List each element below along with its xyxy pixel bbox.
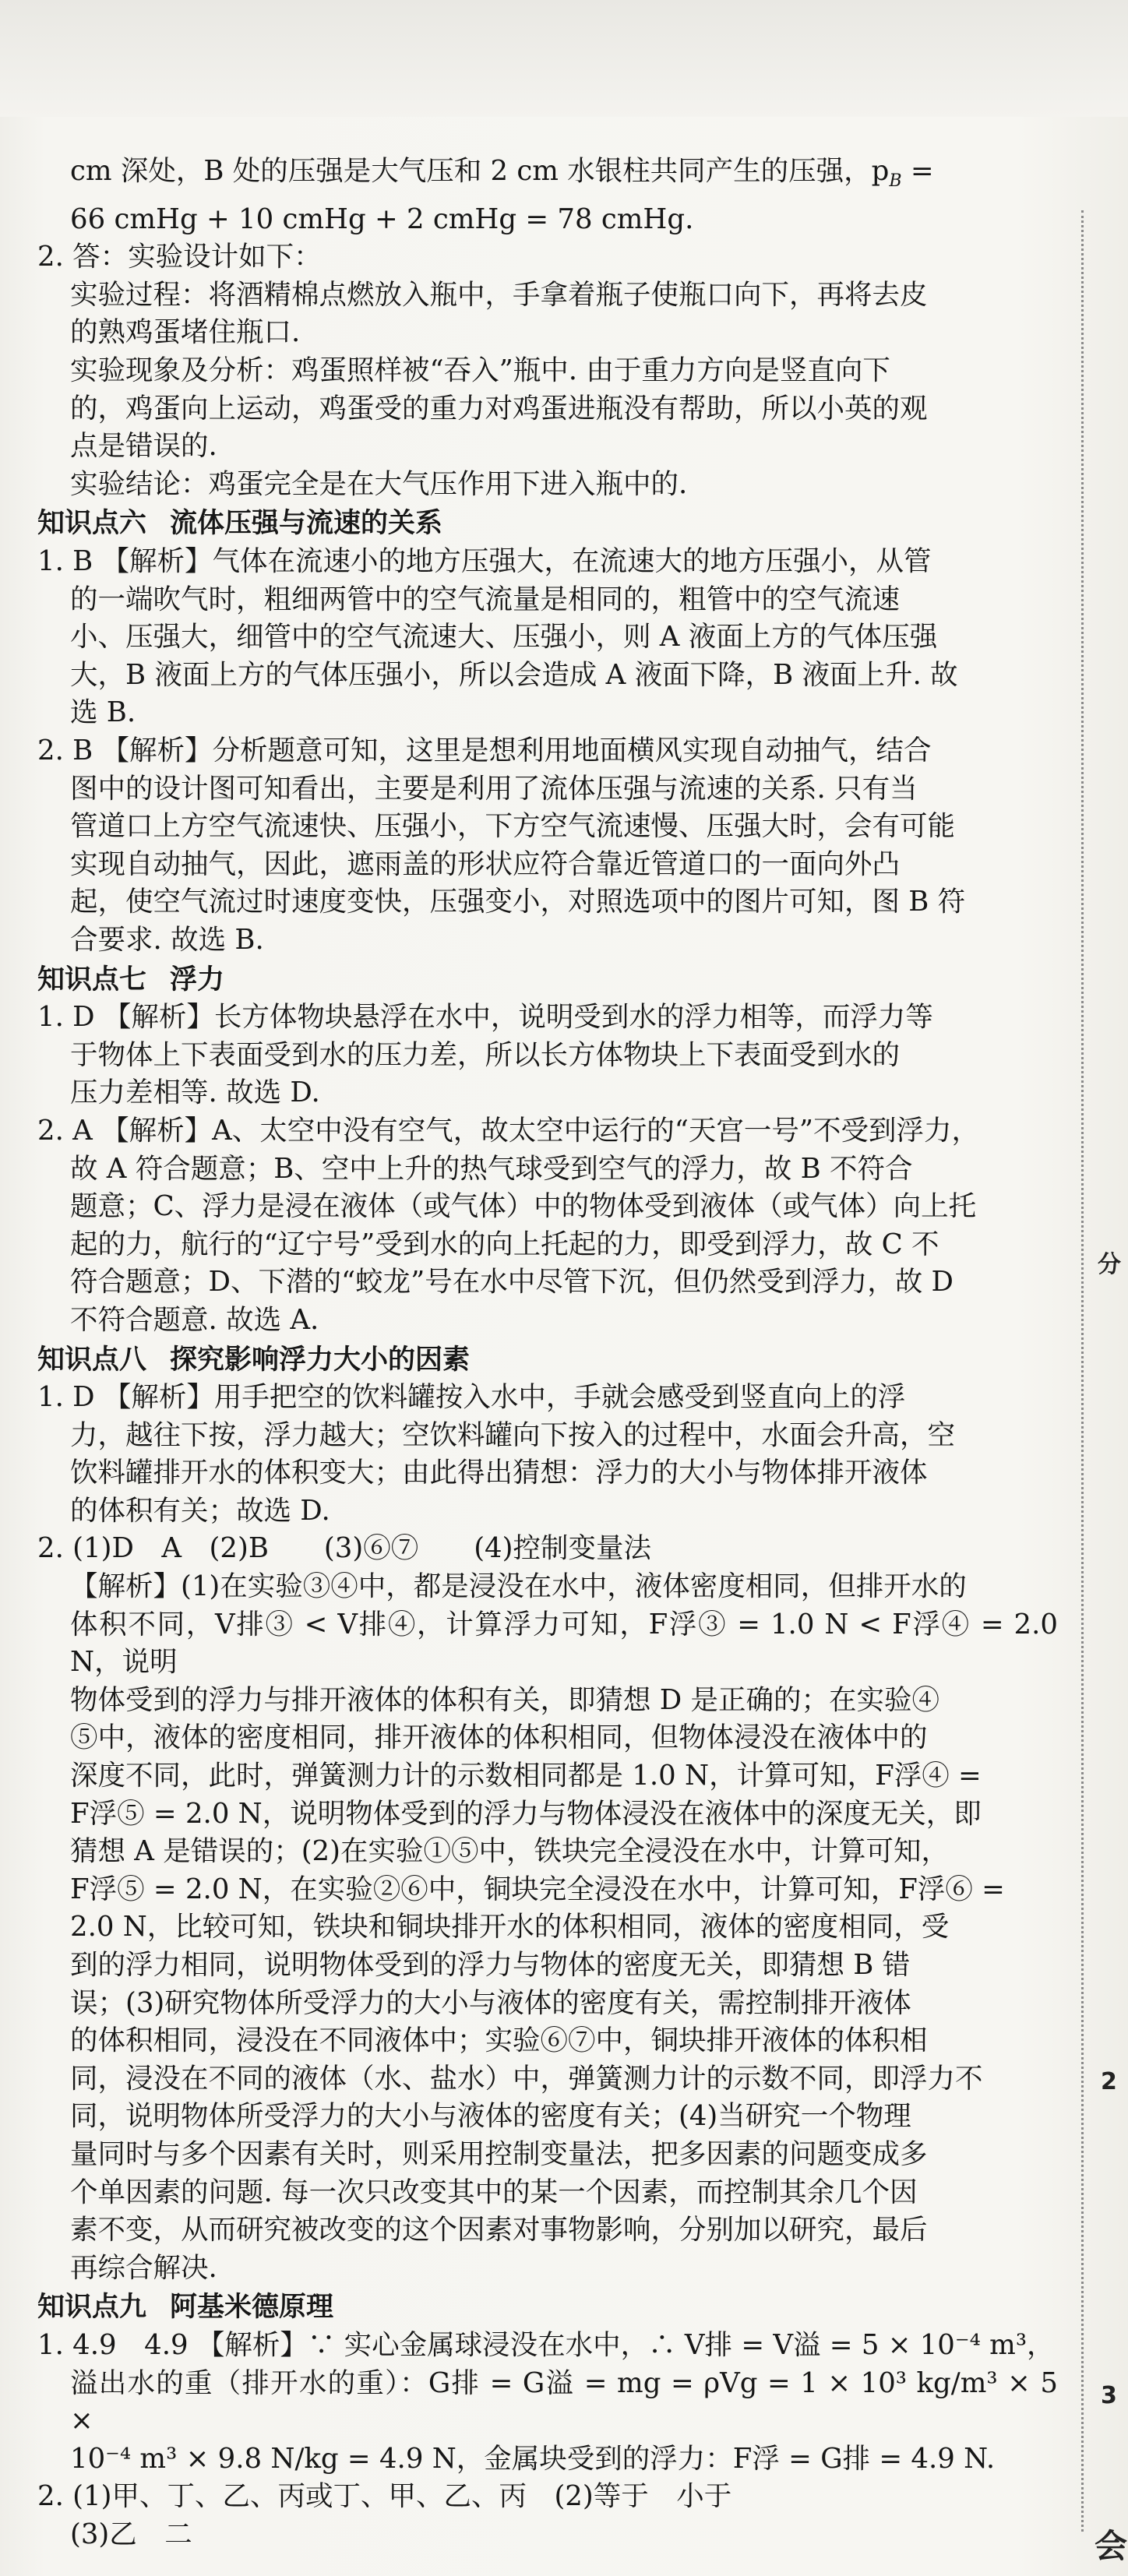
s7-q1 <box>37 999 1058 1112</box>
text-line: 的体积相同，浸没在不同液体中；实验⑥⑦中，铜块排开液体的体积相 <box>70 2025 928 2057</box>
s9-q2 <box>37 2478 1058 2553</box>
section-number: 知识点七 <box>37 964 147 996</box>
text-line: 图中的设计图可知看出，主要是利用了流体压强与流速的关系. 只有当 <box>70 772 918 805</box>
text-line: 到的浮力相同，说明物体受到的浮力与物体的密度无关，即猜想 B 错 <box>70 1949 911 1981</box>
subscript: B <box>889 171 902 192</box>
s6-q1 <box>37 543 1058 732</box>
section-heading-6 <box>37 505 1058 543</box>
edge-glyph: 2 <box>1101 2068 1117 2095</box>
edge-glyph: 会 <box>1095 2527 1128 2565</box>
text-line: 同，浸没在不同的液体（水、盐水）中，弹簧测力计的示数不同，即浮力不 <box>70 2062 983 2095</box>
text-line: 【解析】(1)在实验③④中，都是浸没在水中，液体密度相同，但排开水的 <box>70 1570 967 1603</box>
page-top-shade <box>0 0 1128 117</box>
text-line: 大，B 液面上方的气体压强小，所以会造成 A 液面下降，B 液面上升. 故 <box>70 658 958 691</box>
text-line: 合要求. 故选 B. <box>70 923 264 956</box>
text-line: cm 深处，B 处的压强是大气压和 2 cm 水银柱共同产生的压强，p <box>70 155 890 187</box>
text-line: 1. B 【解析】气体在流速小的地方压强大，在流速大的地方压强小，从管 <box>37 545 932 578</box>
s7-q2 <box>37 1112 1058 1340</box>
section-number: 知识点八 <box>37 1344 147 1376</box>
section-title: 探究影响浮力大小的因素 <box>170 1344 471 1376</box>
text-line: 2.0 N，比较可知，铁块和铜块排开水的体积相同，液体的密度相同，受 <box>70 1911 950 1943</box>
text-line: 的一端吹气时，粗细两管中的空气流量是相同的，粗管中的空气流速 <box>70 583 901 615</box>
text-line: = <box>901 155 934 187</box>
text-line: 1. D 【解析】用手把空的饮料罐按入水中，手就会感受到竖直向上的浮 <box>37 1381 906 1414</box>
section-heading-7 <box>37 961 1058 999</box>
text-line: 题意；C、浮力是浸在液体（或气体）中的物体受到液体（或气体）向上托 <box>70 1190 977 1223</box>
text-line: 管道口上方空气流速快、压强小，下方空气流速慢、压强大时，会有可能 <box>70 810 956 843</box>
text-line: 符合题意；D、下潜的“蛟龙”号在水中尽管下沉，但仍然受到浮力，故 D <box>70 1266 954 1299</box>
text-line: 力，越往下按，浮力越大；空饮料罐向下按入的过程中，水面会升高，空 <box>70 1418 956 1451</box>
section-title: 流体压强与流速的关系 <box>170 508 443 540</box>
text-line: 物体受到的浮力与排开液体的体积有关，即猜想 D 是正确的；在实验④ <box>70 1683 940 1716</box>
text-line: 的熟鸡蛋堵住瓶口. <box>70 316 301 349</box>
text-line: 误；(3)研究物体所受浮力的大小与液体的密度有关，需控制排开液体 <box>70 1986 911 2019</box>
s9-q1 <box>37 2327 1058 2478</box>
text-line: 素不变，从而研究被改变的这个因素对事物影响，分别加以研究，最后 <box>70 2214 928 2247</box>
text-line: 同，说明物体所受浮力的大小与液体的密度有关；(4)当研究一个物理 <box>70 2100 911 2133</box>
question-head: 2. 答：实验设计如下： <box>37 241 322 273</box>
text-line: 实验现象及分析：鸡蛋照样被“吞入”瓶中. 由于重力方向是竖直向下 <box>70 354 890 387</box>
section-heading-9 <box>37 2289 1058 2327</box>
text-line: 小、压强大，细管中的空气流速大、压强小，则 A 液面上方的气体压强 <box>70 621 938 654</box>
text-line: 于物体上下表面受到水的压力差，所以长方体物块上下表面受到水的 <box>70 1038 901 1071</box>
text-line: 选 B. <box>70 696 136 729</box>
text-line: ⑤中，液体的密度相同，排开液体的体积相同，但物体浸没在液体中的 <box>70 1721 928 1754</box>
line-continued <box>37 153 1058 201</box>
text-line: 的体积有关；故选 D. <box>70 1494 330 1527</box>
text-line: 个单因素的问题. 每一次只改变其中的某一个因素，而控制其余几个因 <box>70 2176 918 2208</box>
text-line: 深度不同，此时，弹簧测力计的示数相同都是 1.0 N，计算可知，F浮④ = <box>70 1760 982 1792</box>
text-line: 实验过程：将酒精棉点燃放入瓶中，手拿着瓶子使瓶口向下，再将去皮 <box>70 278 928 311</box>
text-line: 2. B 【解析】分析题意可知，这里是想利用地面横风实现自动抽气，结合 <box>37 735 932 766</box>
section-title: 阿基米德原理 <box>170 2292 334 2324</box>
text-line: 再综合解决. <box>70 2251 217 2284</box>
text-line: 量同时与多个因素有关时，则采用控制变量法，把多因素的问题变成多 <box>70 2137 928 2170</box>
text-line: 实验结论：鸡蛋完全是在大气压作用下进入瓶中的. <box>70 467 688 500</box>
text-line: 2. A 【解析】A、太空中没有空气，故太空中运行的“天宫一号”不受到浮力， <box>37 1114 980 1147</box>
edge-glyph: 分 <box>1098 1251 1121 1278</box>
text-line: 饮料罐排开水的体积变大；由此得出猜想：浮力的大小与物体排开液体 <box>70 1457 928 1489</box>
adjacent-page-edge <box>1088 0 1128 2576</box>
text-line: 故 A 符合题意；B、空中上升的热气球受到空气的浮力，故 B 不符合 <box>70 1152 913 1185</box>
answer-line: 2. (1)D A (2)B (3)⑥⑦ (4)控制变量法 <box>37 1532 651 1565</box>
text-line: 起的力，航行的“辽宁号”受到水的向上托起的力，即受到浮力，故 C 不 <box>70 1228 939 1260</box>
text-line: 1. 4.9 4.9 【解析】∵ 实心金属球浸没在水中，∴ V排 = V溢 = 5 × 10⁻⁴ m³， <box>37 2328 1055 2361</box>
section-title: 浮力 <box>170 964 225 996</box>
text-line: 点是错误的. <box>70 430 217 463</box>
edge-glyph: 3 <box>1101 2382 1117 2409</box>
section-heading-8 <box>37 1341 1058 1380</box>
s8-q2 <box>37 1530 1058 2287</box>
s6-q2 <box>37 732 1058 960</box>
text-line: 溢出水的重（排开水的重）：G排 = G溢 = mg = ρVg = 1 × 10³ kg/m³ × 5 × <box>70 2366 1058 2437</box>
text-line: 的，鸡蛋向上运动，鸡蛋受的重力对鸡蛋进瓶没有帮助，所以小英的观 <box>70 392 928 425</box>
section-number: 知识点九 <box>37 2292 147 2324</box>
text-line: 实现自动抽气，因此，遮雨盖的形状应符合靠近管道口的一面向外凸 <box>70 848 901 880</box>
text-line: 1. D 【解析】长方体物块悬浮在水中，说明受到水的浮力相等，而浮力等 <box>37 1001 933 1034</box>
fold-dotted-line <box>1081 210 1084 2532</box>
section-number: 知识点六 <box>37 508 147 540</box>
text-line: 66 cmHg + 10 cmHg + 2 cmHg = 78 cmHg. <box>70 203 694 235</box>
text-line: 2. (1)甲、丁、乙、丙或丁、甲、乙、丙 (2)等于 小于 <box>37 2480 732 2513</box>
text-line: F浮⑤ = 2.0 N，说明物体受到的浮力与物体浸没在液体中的深度无关，即 <box>70 1797 982 1830</box>
text-line: 起，使空气流过时速度变快，压强变小，对照选项中的图片可知，图 B 符 <box>70 886 966 918</box>
answer-content <box>37 153 1058 2554</box>
text-line: 猜想 A 是错误的；(2)在实验①⑤中，铁块完全浸没在水中，计算可知， <box>70 1835 949 1868</box>
text-line: 压力差相等. 故选 D. <box>70 1077 320 1109</box>
text-line: (3)乙 二 <box>70 2518 192 2550</box>
s8-q1 <box>37 1379 1058 1530</box>
text-line: F浮⑤ = 2.0 N，在实验②⑥中，铜块完全浸没在水中，计算可知，F浮⑥ = <box>70 1873 1005 1905</box>
text-line: 10⁻⁴ m³ × 9.8 N/kg = 4.9 N，金属块受到的浮力：F浮 = G排 = 4.9 N. <box>70 2442 996 2475</box>
text-line: 体积不同，V排③ < V排④，计算浮力可知，F浮③ = 1.0 N < F浮④ = 2.0 N，说明 <box>70 1608 1058 1679</box>
text-line: 不符合题意. 故选 A. <box>70 1303 319 1336</box>
